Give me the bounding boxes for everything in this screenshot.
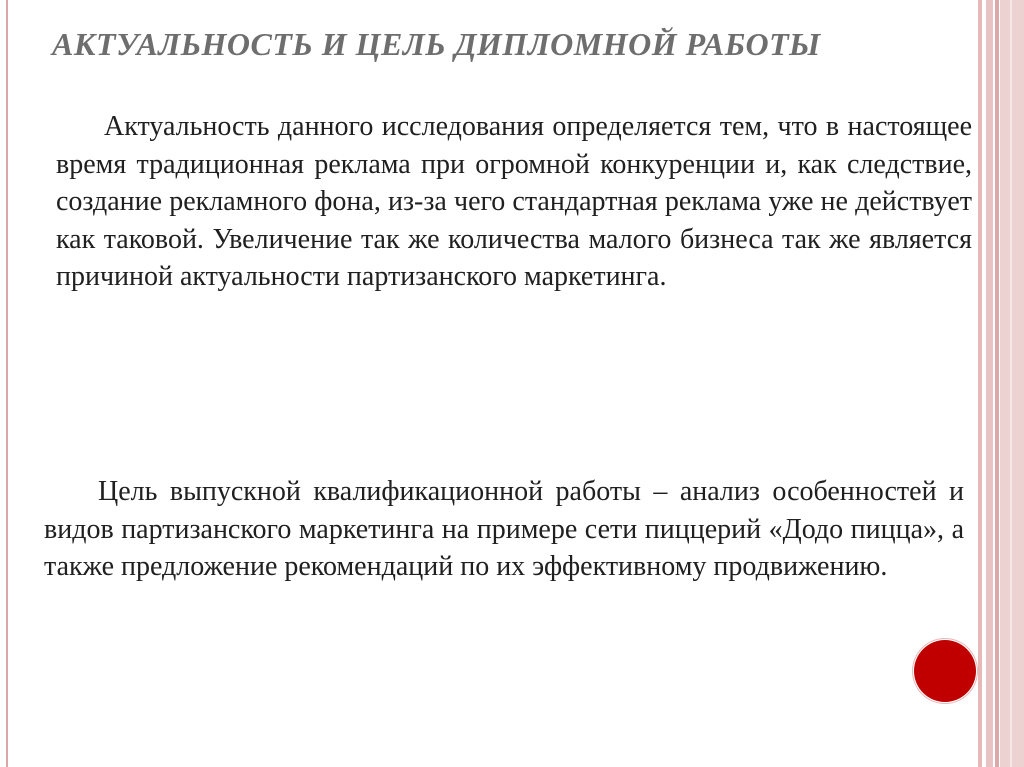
right-border-stripe <box>978 0 982 767</box>
slide-title: АКТУАЛЬНОСТЬ И ЦЕЛЬ ДИПЛОМНОЙ РАБОТЫ <box>52 26 821 62</box>
right-border-band <box>1000 0 1024 767</box>
right-border-stripe <box>995 0 999 767</box>
left-border-line <box>6 0 8 767</box>
goal-paragraph: Цель выпускной квалификационной работы – анализ особенностей и видов партизанского маркетинга на примере сети пиццерий «Додо пицца», а также предложение рекомендаций по их эффективному продвижению. <box>44 476 964 582</box>
red-circle-decoration <box>914 640 976 702</box>
right-border-highlight <box>1010 0 1012 767</box>
relevance-paragraph: Актуальность данного исследования определяется тем, что в настоящее время традиционная реклама при огромной конкуренции и, как следствие, создание рекламного фона, из-за чего стандартная реклама уже не действует как таковой. Увеличение так же количества малого бизнеса так же является причиной актуальности партизанского маркетинга. <box>56 111 972 292</box>
right-border-stripe <box>986 0 993 767</box>
